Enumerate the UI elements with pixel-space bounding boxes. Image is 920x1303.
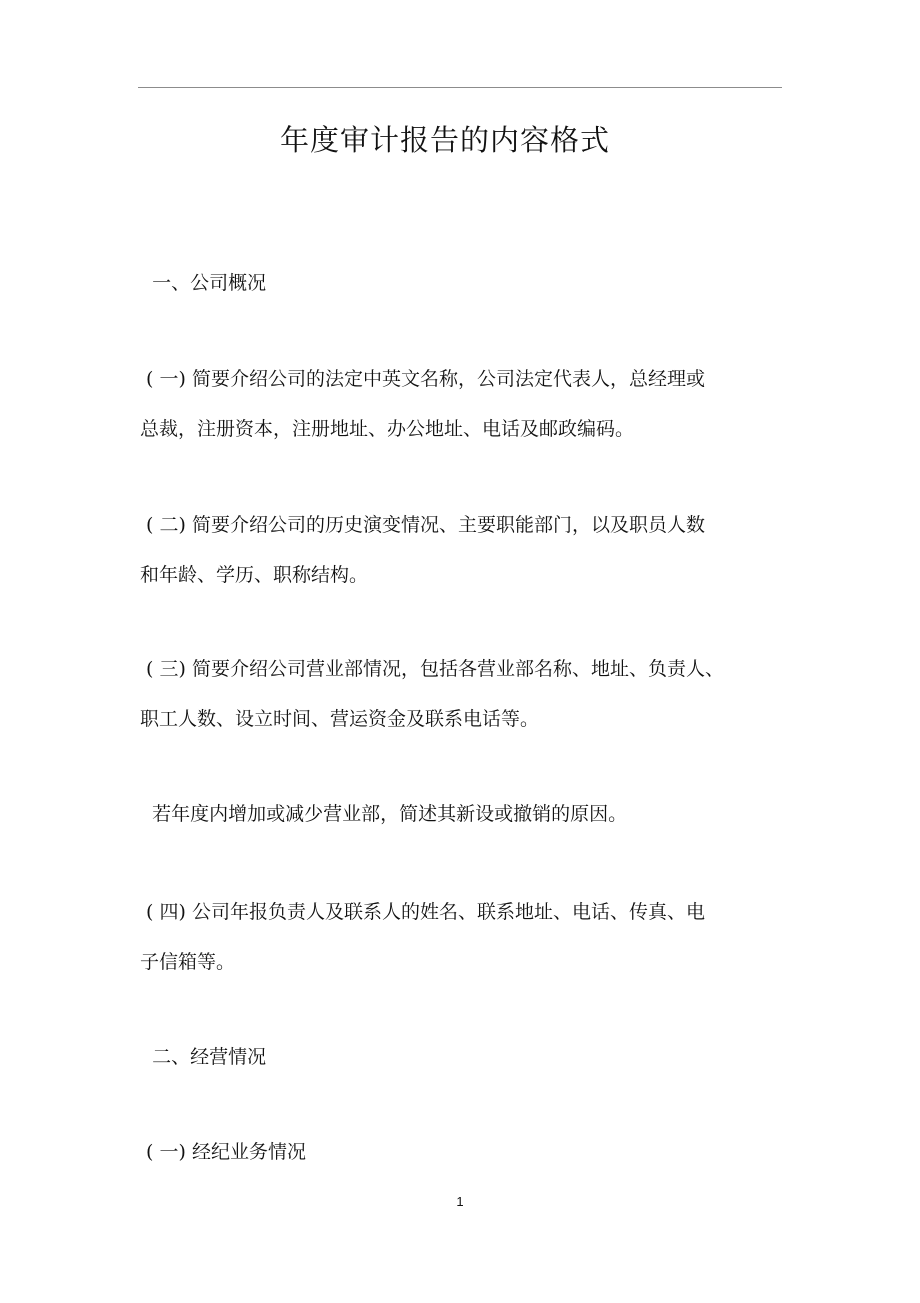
header-rule xyxy=(138,87,782,88)
paragraph-section-1-heading xyxy=(140,266,266,316)
paragraph-sales-office-note xyxy=(140,797,627,847)
document-title: 年度审计报告的内容格式 xyxy=(279,123,610,157)
paragraph-section-2-heading xyxy=(140,1040,266,1090)
paragraph-line: ( 一) 经纪业务情况 xyxy=(140,1141,306,1163)
paragraph-line: ( 二) 简要介绍公司的历史演变情况、主要职能部门，以及职员人数 xyxy=(140,514,705,536)
paragraph-line: 职工人数、设立时间、营运资金及联系电话等。 xyxy=(140,708,540,730)
paragraph-line: 若年度内增加或减少营业部，简述其新设或撤销的原因。 xyxy=(140,803,628,825)
page-number: 1 xyxy=(456,1194,464,1209)
paragraph-item-1-1 xyxy=(140,362,705,462)
paragraph-line: ( 一) 简要介绍公司的法定中英文名称，公司法定代表人，总经理或 xyxy=(140,368,705,390)
paragraph-line: 和年龄、学历、职称结构。 xyxy=(140,564,369,586)
paragraph-line: 二、经营情况 xyxy=(140,1046,267,1068)
paragraph-line: ( 三) 简要介绍公司营业部情况，包括各营业部名称、地址、负责人、 xyxy=(140,658,724,680)
paragraph-line: 子信箱等。 xyxy=(140,951,236,973)
paragraph-line: ( 四) 公司年报负责人及联系人的姓名、联系地址、电话、传真、电 xyxy=(140,901,705,923)
paragraph-item-2-1 xyxy=(140,1135,306,1185)
paragraph-line: 总裁，注册资本，注册地址、办公地址、电话及邮政编码。 xyxy=(140,418,635,440)
paragraph-item-1-3 xyxy=(140,652,724,752)
paragraph-line: 一、公司概况 xyxy=(140,272,267,294)
paragraph-item-1-2 xyxy=(140,508,705,608)
paragraph-item-1-4 xyxy=(140,895,705,995)
